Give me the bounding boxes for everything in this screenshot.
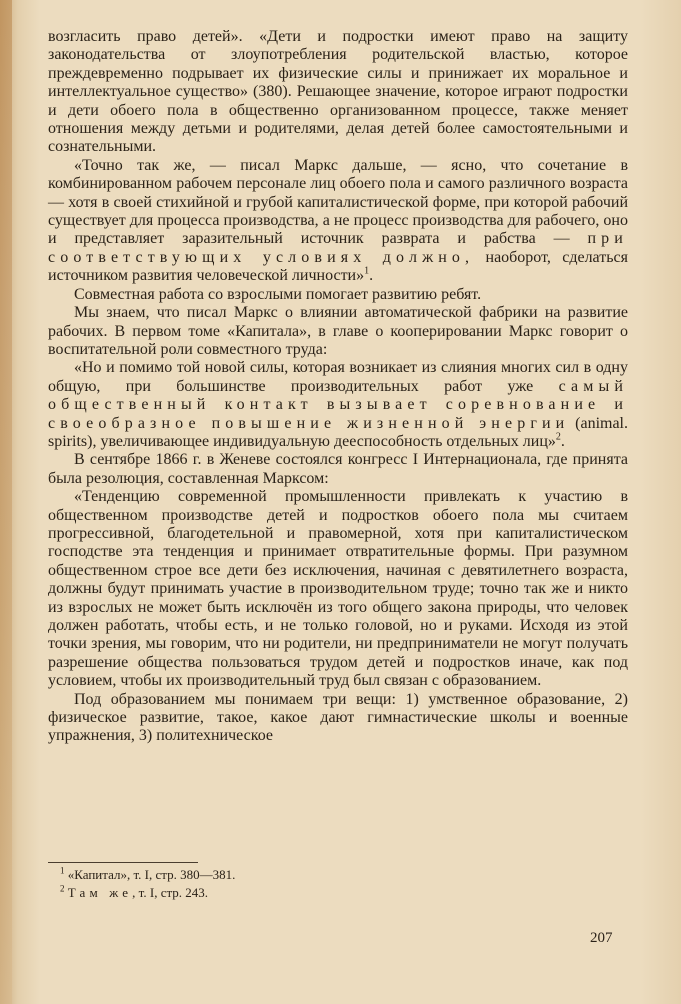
quote-period: .: [369, 267, 374, 285]
footnote-ref-2: 2: [555, 431, 561, 443]
quote-spaced-emphasis: при соответствующих условиях должно,: [48, 230, 628, 266]
paragraph-joint-work: Совместная работа со взрослыми помогает развитию ребят.: [74, 285, 482, 303]
paragraph-capital-intro: Мы знаем, что писал Маркс о влиянии автоматической фабрики на развитие рабочих. В первом томе «Капитала», в главе о кооперировании Маркс говорит о воспитательной роли совместного труда:: [48, 304, 628, 358]
footnotes: [60, 866, 600, 902]
paragraph-capital-quote: [48, 359, 628, 451]
quote2-text-start: «Но и помимо той новой силы, которая возникает из слияния многих сил в одну общую, при большинстве производительных работ уже: [48, 359, 628, 395]
page-number: 207: [590, 930, 613, 946]
quote2-period: .: [560, 432, 565, 450]
footnote-1-text: «Капитал», т. I, стр. 380—381.: [67, 867, 236, 882]
quote2-text-end: (animal. spirits), увеличивающее индивидуальную дееспособность отдельных лиц»: [48, 414, 628, 450]
quote2-spaced-emphasis: самый общественный контакт вызывает соревнование и своеобразное повышение жизненной энергии: [48, 377, 628, 432]
paragraph-education: Под образованием мы понимаем три вещи: 1) умственное образование, 2) физическое развитие, такое, какое дают гимнастические школы и военные упражнения, 3) политехническое: [48, 690, 628, 745]
paragraph-1: возгласить право детей». «Дети и подростки имеют право на защиту законодательства от злоупотребления родительской властью, которое преждевременно подрывает их физические силы и принижает их моральное и интеллектуальное существо» (380). Решающее значение, которое играют подростки и дети обоего пола в общественно организованном процессе, также меняет отношения между детьми и родителями, делая детей более самостоятельными и сознательными.: [48, 28, 628, 156]
footnote-1: [60, 866, 600, 884]
footnote-ref-1: 1: [364, 265, 370, 277]
quote-text-start: «Точно так же, — писал Маркс дальше, — ясно, что сочетание в комбинированном рабочем персонале лиц обоего пола и самого различного возраста — хотя в своей стихийной и грубой капиталистической форме, при которой рабочий существует для процесса производства, а не процесс производства для рабочего, оно и представляет заразительный источник разврата и рабства —: [48, 156, 628, 248]
footnote-2: [60, 884, 600, 902]
paragraph-marx-quote: [48, 157, 628, 286]
footnote-2-number: 2: [60, 883, 65, 894]
paragraph-resolution-quote: «Тенденцию современной промышленности привлекать к участию в общественном производстве детей и подростков обоего пола мы считаем прогрессивной, благодетельной и правомерной, хотя при капиталистическом господстве эта тенденция и принимает отвратительные формы. При разумном общественном строе все дети без исключения, начиная с девятилетнего возраста, должны будут принимать участие в производительном труде; точно так же и никто из взрослых не может быть исключён из того общего закона природы, что человек должен работать, чтобы есть, и не только головой, но и руками. Исходя из этой точки зрения, мы говорим, что ни родители, ни предприниматели не могут получать разрешение общества пользоваться трудом детей и подростков иначе, как под условием, чтобы их производительный труд был связан с образованием.: [48, 488, 628, 690]
footnote-2-text: , т. I, стр. 243.: [132, 885, 209, 900]
main-text: [48, 28, 628, 746]
footnote-2-spaced: Там же: [67, 885, 133, 900]
page-spine-shadow: [0, 0, 12, 1004]
quote-text-end: наоборот, сделаться источником развития человеческой личности»: [48, 248, 628, 285]
paragraph-geneva: В сентябре 1866 г. в Женеве состоялся конгресс I Интернационала, где принята была резолюция, составленная Марксом:: [48, 451, 628, 487]
footnote-divider: [48, 862, 198, 863]
footnote-1-number: 1: [60, 865, 65, 876]
